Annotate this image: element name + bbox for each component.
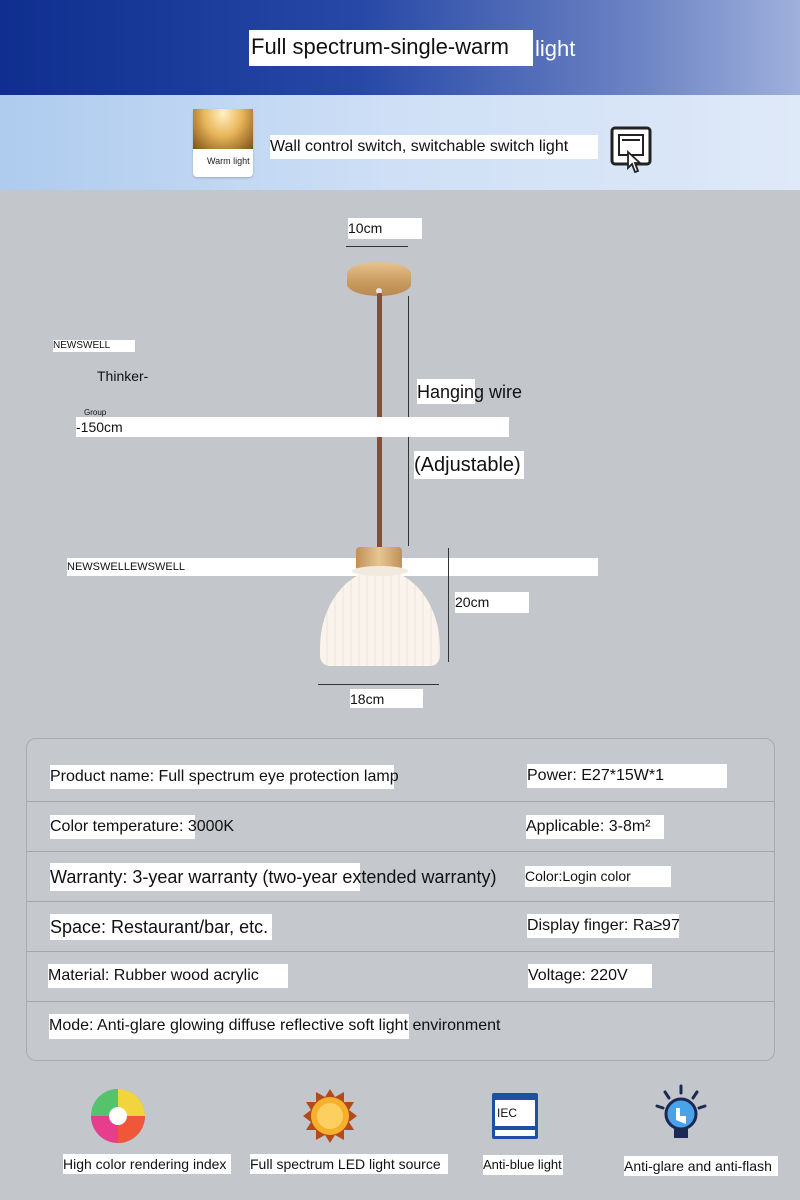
spec-divider [27, 901, 774, 902]
lamp-shade-top [352, 566, 408, 576]
brand-double-watermark: NEWSWELLEWSWELL [67, 558, 598, 576]
spec-applicable: Applicable: 3-8m² [526, 815, 664, 839]
spec-mode: Mode: Anti-glare glowing diffuse reflective soft light environment [49, 1014, 409, 1039]
spec-voltage: Voltage: 220V [528, 964, 652, 988]
bulb-hand-icon [654, 1084, 708, 1149]
brand-name-watermark: Thinker- [97, 368, 149, 384]
brand-watermark: NEWSWELL [53, 340, 135, 352]
canopy-width-label: 10cm [348, 218, 422, 239]
spec-divider [27, 951, 774, 952]
lamp-shade [320, 570, 440, 666]
spec-material: Material: Rubber wood acrylic [48, 964, 288, 988]
shade-width-label: 18cm [350, 689, 423, 708]
feature-label: Anti-blue light [483, 1155, 563, 1175]
spec-divider [27, 1001, 774, 1002]
canopy-dimension-line [346, 246, 408, 247]
spec-divider [27, 801, 774, 802]
spec-divider [27, 851, 774, 852]
spec-display-finger: Display finger: Ra≥97 [527, 914, 679, 938]
warm-light-label: Warm light [207, 156, 250, 166]
group-watermark: Group [84, 408, 107, 417]
wall-switch-icon [610, 126, 654, 181]
switch-text: Wall control switch, switchable switch light [270, 135, 598, 159]
spec-product-name: Product name: Full spectrum eye protection lamp [50, 765, 394, 789]
spec-color-temperature: Color temperature: 3000K [50, 815, 195, 839]
page-title: Full spectrum-single-warm [249, 30, 533, 66]
spec-space: Space: Restaurant/bar, etc. [50, 914, 272, 940]
page-title-tail: light [535, 36, 576, 61]
iec-badge-text: IEC [497, 1106, 518, 1120]
feature-label: High color rendering index [63, 1154, 231, 1174]
spec-color: Color:Login color [525, 866, 671, 887]
warm-light-card [193, 109, 253, 177]
wire-label: Hanging wire [417, 379, 475, 404]
spec-power: Power: E27*15W*1 [527, 764, 727, 788]
wire-adjustable-note: (Adjustable) [414, 451, 524, 479]
feature-label: Full spectrum LED light source [250, 1154, 448, 1174]
shade-height-label: 20cm [455, 592, 529, 613]
shade-width-line [318, 684, 439, 685]
spec-warranty: Warranty: 3-year warranty (two-year extended warranty) [50, 863, 360, 891]
shade-height-line [448, 548, 449, 662]
warm-glow-icon [193, 109, 253, 149]
sun-icon [302, 1088, 358, 1149]
color-wheel-icon [90, 1088, 146, 1149]
feature-label: Anti-glare and anti-flash [624, 1156, 778, 1176]
wire-length-label: -150cm [76, 417, 509, 437]
